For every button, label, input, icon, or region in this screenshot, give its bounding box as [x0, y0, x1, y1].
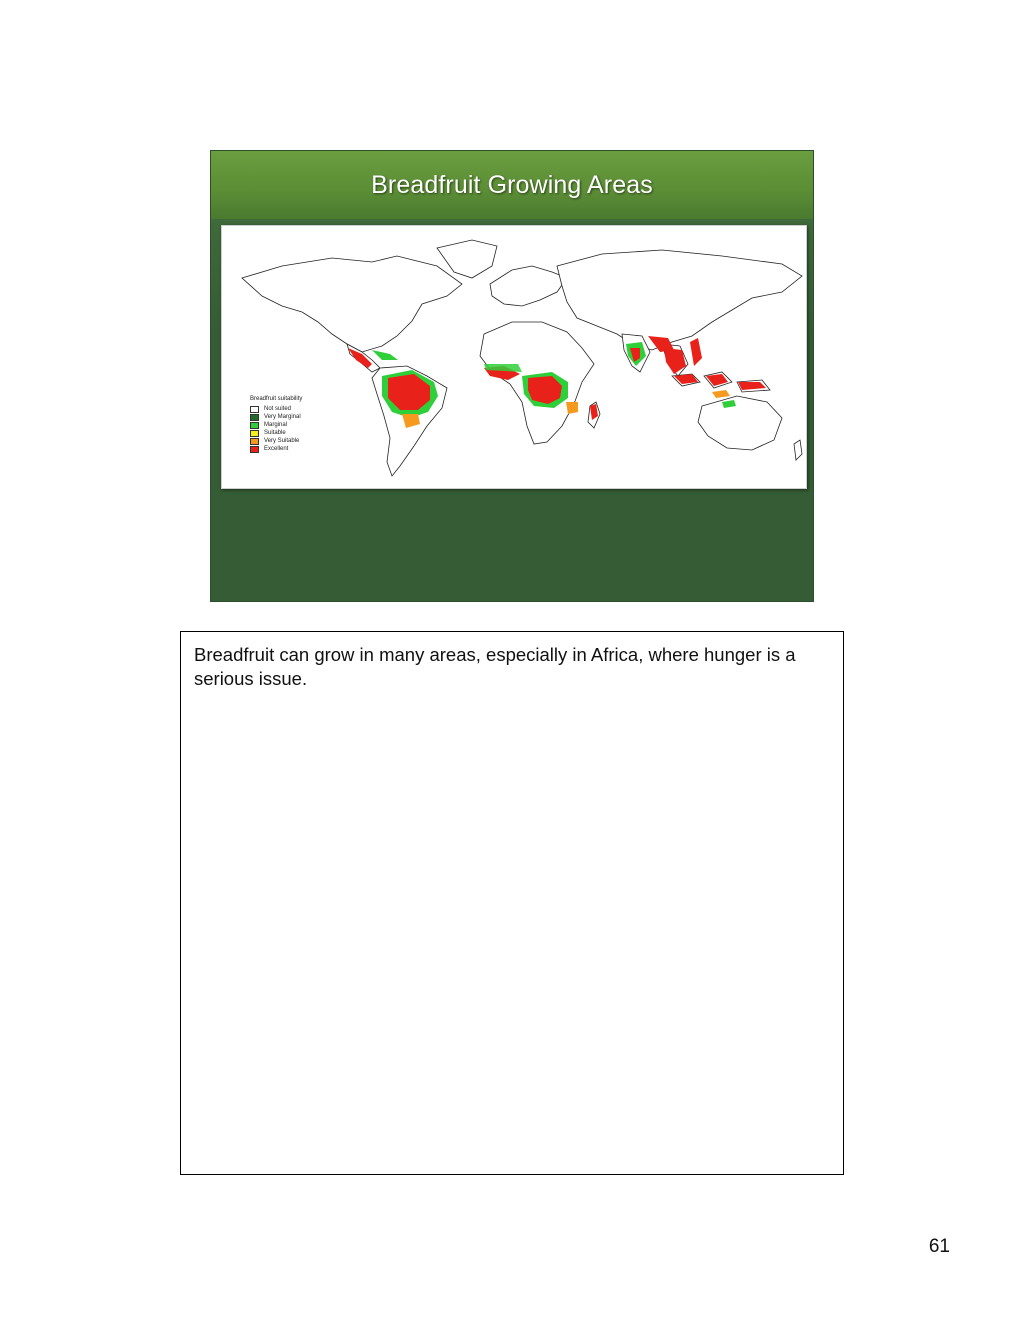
legend-label: Not suited — [264, 406, 292, 412]
legend-item-excellent — [250, 445, 302, 453]
legend-label: Very Suitable — [264, 438, 300, 444]
legend-label: Suitable — [264, 430, 286, 436]
slide-header — [211, 151, 813, 219]
legend-item-not-suited — [250, 405, 302, 413]
speaker-notes-box — [180, 631, 844, 1175]
world-suitability-map — [221, 225, 807, 489]
legend-swatch — [250, 438, 259, 445]
world-map-graphic — [222, 226, 808, 490]
legend-item-suitable — [250, 429, 302, 437]
legend-item-marginal — [250, 421, 302, 429]
page-number: 61 — [928, 1236, 950, 1257]
legend-swatch — [250, 406, 259, 413]
legend-item-very-marginal — [250, 413, 302, 421]
legend-swatch — [250, 430, 259, 437]
slide-title: Breadfruit Growing Areas — [371, 171, 653, 199]
legend-swatch — [250, 414, 259, 421]
legend-swatch — [250, 422, 259, 429]
legend-title: Breadfruit suitability — [250, 396, 303, 402]
legend-item-very-suitable — [250, 437, 302, 445]
slide-thumbnail — [210, 150, 814, 602]
speaker-notes-text: Breadfruit can grow in many areas, especially in Africa, where hunger is a serious issue. — [194, 644, 796, 689]
legend-swatch — [250, 446, 259, 453]
legend-label: Excellent — [264, 446, 289, 452]
map-legend — [250, 396, 302, 453]
legend-label: Very Marginal — [264, 414, 301, 420]
legend-label: Marginal — [264, 422, 288, 428]
